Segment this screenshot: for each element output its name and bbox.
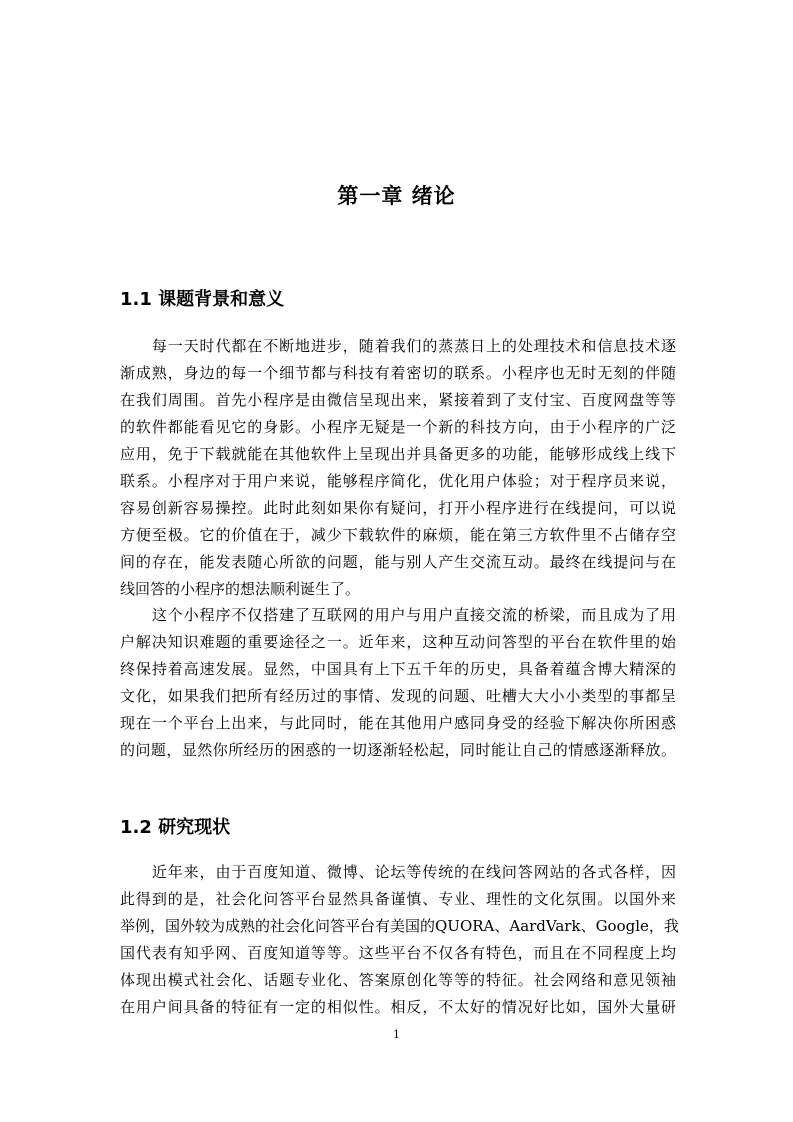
- text-line: 方便至极。它的价值在于，减少下载软件的麻烦，能在第三方软件里不占储存空: [120, 526, 676, 544]
- text-line: 现在一个平台上出来，与此同时，能在其他用户感同身受的经验下解决你所困惑: [120, 714, 676, 732]
- text-line: 这个小程序不仅搭建了互联网的用户与用户直接交流的桥梁，而且成为了用: [120, 606, 676, 624]
- text-line: 国代表有知乎网、百度知道等等。这些平台不仅各有特色，而且在不同程度上均: [120, 944, 676, 962]
- chapter-title: 第一章 绪论: [337, 184, 456, 208]
- text-line: 线回答的小程序的想法顺利诞生了。: [120, 580, 361, 598]
- text-line: 渐成熟，身边的每一个细节都与科技有着密切的联系。小程序也无时无刻的伴随: [120, 364, 676, 382]
- text-line: 此得到的是，社会化问答平台显然具备谨慎、专业、理性的文化氛围。以国外来: [120, 890, 676, 908]
- paragraph-background-1: [120, 333, 676, 603]
- paragraph-background-2: [120, 602, 676, 764]
- text-line: 体现出模式社会化、话题专业化、答案原创化等等的特征。社会网络和意见领袖: [120, 971, 676, 989]
- text-line: 的问题，显然你所经历的困惑的一切逐渐轻松起，同时能让自己的情感逐渐释放。: [120, 741, 676, 759]
- text-line: 应用，免于下载就能在其他软件上呈现出并具备更多的功能，能够形成线上线下: [120, 445, 676, 463]
- text-line: 联系。小程序对于用户来说，能够程序简化，优化用户体验；对于程序员来说，: [120, 472, 676, 490]
- text-line: 终保持着高速发展。显然，中国具有上下五千年的历史，具备着蕴含博大精深的: [120, 660, 676, 678]
- text-line: 文化，如果我们把所有经历过的事情、发现的问题、吐槽大大小小类型的事都呈: [120, 687, 676, 705]
- text-line: 举例，国外较为成熟的社会化问答平台有美国的QUORA、AardVark、Google，我: [120, 917, 679, 935]
- page-number: 1: [393, 1028, 400, 1041]
- text-line: 近年来，由于百度知道、微博、论坛等传统的在线问答网站的各式各样，因: [120, 863, 676, 881]
- paragraph-research-status: [120, 859, 679, 1021]
- text-line: 的软件都能看见它的身影。小程序无疑是一个新的科技方向，由于小程序的广泛: [120, 418, 676, 436]
- text-line: 在用户间具备的特征有一定的相似性。相反，不太好的情况好比如，国外大量研: [120, 998, 676, 1016]
- text-line: 户解决知识难题的重要途径之一。近年来，这种互动问答型的平台在软件里的始: [120, 633, 676, 651]
- text-line: 容易创新容易操控。此时此刻如果你有疑问，打开小程序进行在线提问，可以说: [120, 499, 676, 517]
- section-heading-1-2: 1.2 研究现状: [120, 817, 231, 838]
- text-line: 间的存在，能发表随心所欲的问题，能与别人产生交流互动。最终在线提问与在: [120, 553, 676, 571]
- text-line: 在我们周围。首先小程序是由微信呈现出来，紧接着到了支付宝、百度网盘等等: [120, 391, 676, 409]
- text-line: 每一天时代都在不断地进步，随着我们的蒸蒸日上的处理技术和信息技术逐: [120, 337, 676, 355]
- section-heading-1-1: 1.1 课题背景和意义: [120, 289, 285, 310]
